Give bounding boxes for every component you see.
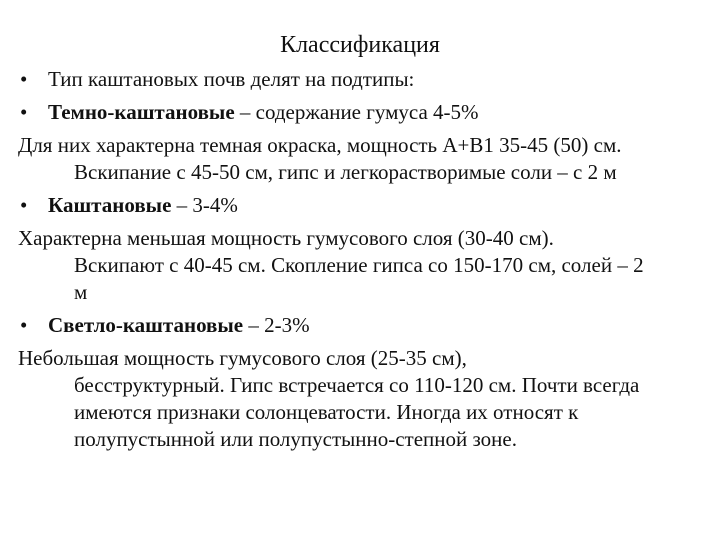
paragraph-line: Для них характерна темная окраска, мощность А+В1 35-45 (50) см. <box>18 133 622 157</box>
paragraph-line: Вскипают с 40-45 см. Скопление гипса со 150-170 см, солей – 2 <box>74 253 644 277</box>
bullet-icon: • <box>20 100 28 124</box>
bullet-text: – 3-4% <box>171 193 238 217</box>
bullet-item-chestnut <box>18 192 714 219</box>
bullet-term: Каштановые <box>48 193 172 217</box>
paragraph-dark-chestnut <box>18 132 714 186</box>
paragraph-chestnut <box>18 225 714 306</box>
bullet-icon: • <box>20 67 28 91</box>
bullet-icon: • <box>20 193 28 217</box>
paragraph-light-chestnut <box>18 345 714 453</box>
bullet-term: Светло-каштановые <box>48 313 244 337</box>
paragraph-line: Небольшая мощность гумусового слоя (25-35 см), <box>18 346 467 370</box>
bullet-icon: • <box>20 313 28 337</box>
bullet-text: Тип каштановых почв делят на подтипы: <box>48 67 415 91</box>
bullet-item-dark-chestnut <box>18 99 714 126</box>
paragraph-line: Вскипание с 45-50 см, гипс и легкорастворимые соли – с 2 м <box>74 160 617 184</box>
paragraph-line: бесструктурный. Гипс встречается со 110-120 см. Почти всегда <box>74 373 640 397</box>
paragraph-line: полупустынной или полупустынно-степной зоне. <box>74 427 517 451</box>
bullet-item-light-chestnut <box>18 312 714 339</box>
bullet-text: – 2-3% <box>243 313 310 337</box>
slide-title-text: Классификация <box>280 32 440 58</box>
slide-title <box>0 30 720 60</box>
paragraph-line: Характерна меньшая мощность гумусового слоя (30-40 см). <box>18 226 554 250</box>
paragraph-line: м <box>74 280 88 304</box>
bullet-item-subtypes <box>18 66 714 93</box>
bullet-text: – содержание гумуса 4-5% <box>234 100 479 124</box>
bullet-term: Темно-каштановые <box>48 100 235 124</box>
paragraph-line: имеются признаки солонцеватости. Иногда их относят к <box>74 400 579 424</box>
slide-body <box>18 66 714 459</box>
